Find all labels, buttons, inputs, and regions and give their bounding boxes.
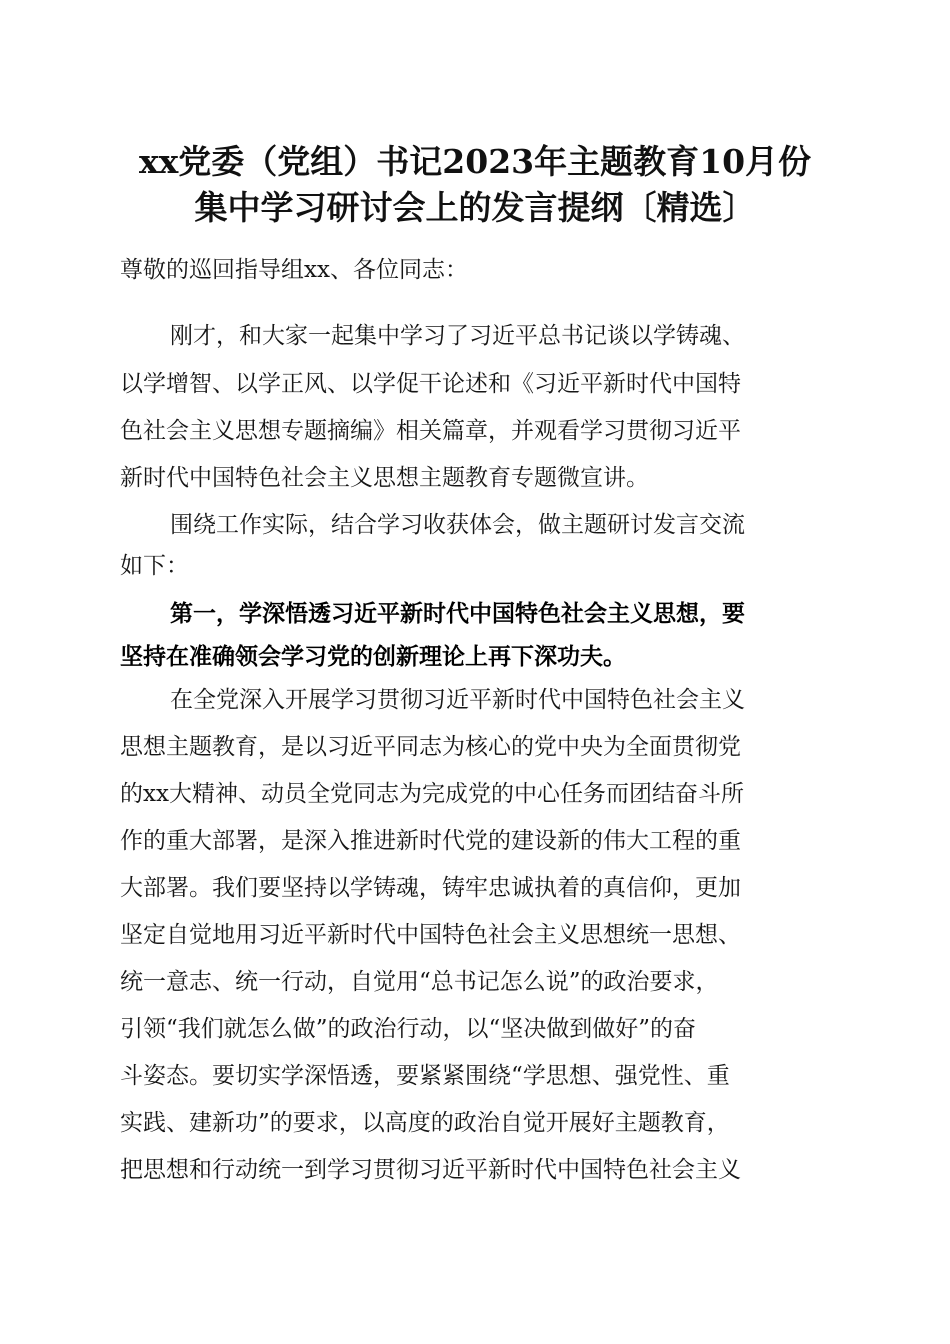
paragraph-3-line-8: 引领“我们就怎么做”的政治行动，以“坚决做到做好”的奋	[120, 1016, 697, 1042]
section-heading-line-1: 第一，学深悟透习近平新时代中国特色社会主义思想，要	[170, 600, 745, 627]
paragraph-1-line-4: 新时代中国特色社会主义思想主题教育专题微宣讲。	[120, 465, 649, 491]
paragraph-3-line-2: 思想主题教育，是以习近平同志为核心的党中央为全面贯彻党	[120, 734, 741, 760]
paragraph-3-line-1: 在全党深入开展学习贯彻习近平新时代中国特色社会主义	[170, 687, 745, 713]
paragraph-2-line-1: 围绕工作实际，结合学习收获体会，做主题研讨发言交流	[170, 512, 745, 538]
section-heading-line-2: 坚持在准确领会学习党的创新理论上再下深功夫。	[120, 643, 626, 670]
paragraph-3-line-6: 坚定自觉地用习近平新时代中国特色社会主义思想统一思想、	[120, 922, 741, 948]
paragraph-3-line-3: 的xx大精神、动员全党同志为完成党的中心任务而团结奋斗所	[120, 781, 744, 807]
document-title-line-2: 集中学习研讨会上的发言提纲〔精选〕	[194, 188, 756, 227]
paragraph-3-line-11: 把思想和行动统一到学习贯彻习近平新时代中国特色社会主义	[120, 1157, 741, 1183]
document-title-line-1: xx党委（党组）书记2023年主题教育10月份	[138, 142, 812, 181]
paragraph-3-line-4: 作的重大部署，是深入推进新时代党的建设新的伟大工程的重	[120, 828, 741, 854]
paragraph-1-line-2: 以学增智、以学正风、以学促干论述和《习近平新时代中国特	[120, 371, 741, 397]
salutation: 尊敬的巡回指导组xx、各位同志：	[120, 257, 468, 283]
paragraph-2-line-2: 如下：	[120, 553, 189, 579]
paragraph-3-line-10: 实践、建新功”的要求，以高度的政治自觉开展好主题教育，	[120, 1110, 730, 1136]
paragraph-3-line-5: 大部署。我们要坚持以学铸魂，铸牢忠诚执着的真信仰，更加	[120, 875, 741, 901]
paragraph-3-line-9: 斗姿态。要切实学深悟透，要紧紧围绕“学思想、强党性、重	[120, 1063, 730, 1089]
paragraph-3-line-7: 统一意志、统一行动，自觉用“总书记怎么说”的政治要求，	[120, 969, 719, 995]
paragraph-1-line-3: 色社会主义思想专题摘编》相关篇章，并观看学习贯彻习近平	[120, 418, 741, 444]
paragraph-1-line-1: 刚才，和大家一起集中学习了习近平总书记谈以学铸魂、	[170, 323, 745, 349]
